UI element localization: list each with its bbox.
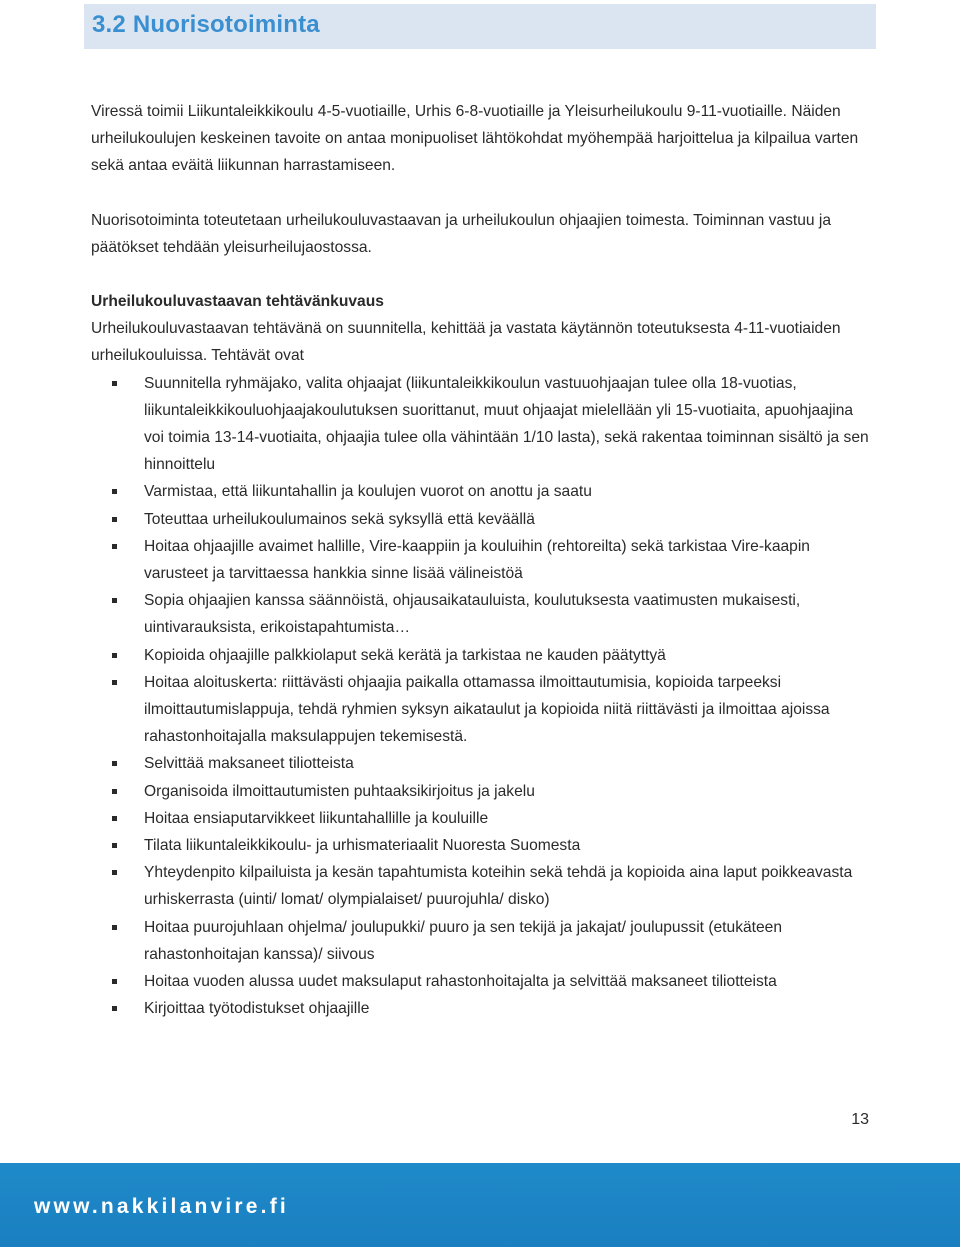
list-item xyxy=(91,914,871,968)
square-bullet-icon xyxy=(112,653,117,658)
square-bullet-icon xyxy=(112,598,117,603)
square-bullet-icon xyxy=(112,1006,117,1011)
section-heading-bar xyxy=(84,4,876,49)
list-item-text: Toteuttaa urheilukoulumainos sekä syksyllä että keväällä xyxy=(144,510,535,528)
list-item xyxy=(91,859,871,913)
page-number: 13 xyxy=(851,1111,869,1128)
list-item-text: Sopia ohjaajien kanssa säännöistä, ohjausaikatauluista, koulutuksesta vaatimusten mukaisesti, uintivarauksista, erikoistapahtumista… xyxy=(144,592,801,637)
square-bullet-icon xyxy=(112,489,117,494)
list-item xyxy=(91,642,871,669)
list-item-text: Hoitaa ohjaajille avaimet hallille, Vire-kaappiin ja kouluihin (rehtoreilta) sekä tarkistaa Vire-kaapin varusteet ja tarvittaessa hankkia sinne lisää välineistöä xyxy=(144,537,810,583)
list-item-text: Yhteydenpito kilpailuista ja kesän tapahtumista koteihin sekä tehdä ja kopioida aina laput poikkeavasta urhiskerrasta (uinti/ lomat/ olympialaiset/ puurojuhla/ disko) xyxy=(144,864,853,909)
list-item xyxy=(91,478,871,505)
organization-paragraph: Nuorisotoiminta toteutetaan urheilukouluvastaavan ja urheilukoulun ohjaajien toimesta. Toiminnan vastuu ja päätökset tehdään yleisurheilujaostossa. xyxy=(91,211,832,256)
list-item xyxy=(91,506,871,533)
list-item-text: Suunnitella ryhmäjako, valita ohjaajat (liikuntaleikkikoulun vastuuohjaajan tulee olla 18-vuotias, liikuntaleikkikouluohjaajakoulutuksen suorittanut, muut ohjaajat mielellään yli 15-vuotiaita, apuohjaajina voi toimia 13-14-vuotiaita, ohjaajia tulee olla vähintään 1/10 lasta), sekä rakentaa toiminnan sisältö ja sen hinnoittelu xyxy=(144,374,869,474)
square-bullet-icon xyxy=(112,843,117,848)
list-item xyxy=(91,805,871,832)
duties-list xyxy=(91,370,871,1023)
list-item-text: Varmistaa, että liikuntahallin ja koulujen vuorot on anottu ja saatu xyxy=(144,483,592,501)
list-item-text: Kirjoittaa työtodistukset ohjaajille xyxy=(144,1000,370,1018)
square-bullet-icon xyxy=(112,870,117,875)
square-bullet-icon xyxy=(112,789,117,794)
list-item xyxy=(91,533,871,587)
section-title: 3.2 Nuorisotoiminta xyxy=(92,11,320,38)
duties-intro: Urheilukouluvastaavan tehtävänä on suunnitella, kehittää ja vastata käytännön toteutuksesta 4-11-vuotiaiden urheilukouluissa. Tehtävät ovat xyxy=(91,320,841,365)
square-bullet-icon xyxy=(112,544,117,549)
square-bullet-icon xyxy=(112,925,117,930)
paragraph-gap xyxy=(91,261,871,288)
footer-website-link[interactable]: www.nakkilanvire.fi xyxy=(34,1195,289,1218)
list-item xyxy=(91,370,871,479)
list-item-text: Tilata liikuntaleikkikoulu- ja urhismateriaalit Nuoresta Suomesta xyxy=(144,837,581,855)
list-item xyxy=(91,669,871,751)
intro-paragraph: Viressä toimii Liikuntaleikkikoulu 4-5-vuotiaille, Urhis 6-8-vuotiaille ja Yleisurheilukoulu 9-11-vuotiaille. Näiden urheilukoulujen keskeinen tavoite on antaa monipuoliset lähtökohdat myöhempää harjoittelua ja kilpailua varten sekä antaa eväitä liikunnan harrastamiseen. xyxy=(91,103,859,175)
list-item-text: Organisoida ilmoittautumisten puhtaaksikirjoitus ja jakelu xyxy=(144,782,535,800)
list-item xyxy=(91,968,871,995)
list-item xyxy=(91,832,871,859)
square-bullet-icon xyxy=(112,761,117,766)
list-item xyxy=(91,995,871,1022)
list-item-text: Hoitaa ensiaputarvikkeet liikuntahallille ja kouluille xyxy=(144,809,489,827)
list-item xyxy=(91,750,871,777)
square-bullet-icon xyxy=(112,979,117,984)
square-bullet-icon xyxy=(112,517,117,522)
list-item-text: Hoitaa aloituskerta: riittävästi ohjaajia paikalla ottamassa ilmoittautumisia, kopioida tarpeeksi ilmoittautumislappuja, tehdä ryhmien syksyn aikataulut ja kopioida niitä riittävästi ja ilmoittaa ajoissa rahastonhoitajalla maksulappujen tekemisestä. xyxy=(144,673,830,746)
list-item-text: Selvittää maksaneet tiliotteista xyxy=(144,755,354,773)
square-bullet-icon xyxy=(112,816,117,821)
footer-bar xyxy=(0,1163,960,1247)
duties-heading: Urheilukouluvastaavan tehtävänkuvaus xyxy=(91,293,384,311)
list-item xyxy=(91,778,871,805)
square-bullet-icon xyxy=(112,680,117,685)
list-item xyxy=(91,587,871,641)
list-item-text: Kopioida ohjaajille palkkiolaput sekä kerätä ja tarkistaa ne kauden päätyttyä xyxy=(144,646,666,664)
list-item-text: Hoitaa puurojuhlaan ohjelma/ joulupukki/ puuro ja sen tekijä ja jakajat/ joulupussit (etukäteen rahastonhoitajan kanssa)/ siivous xyxy=(144,918,783,963)
document-body xyxy=(91,98,871,1023)
square-bullet-icon xyxy=(112,381,117,386)
list-item-text: Hoitaa vuoden alussa uudet maksulaput rahastonhoitajalta ja selvittää maksaneet tiliotteista xyxy=(144,973,777,991)
paragraph-gap xyxy=(91,180,871,207)
